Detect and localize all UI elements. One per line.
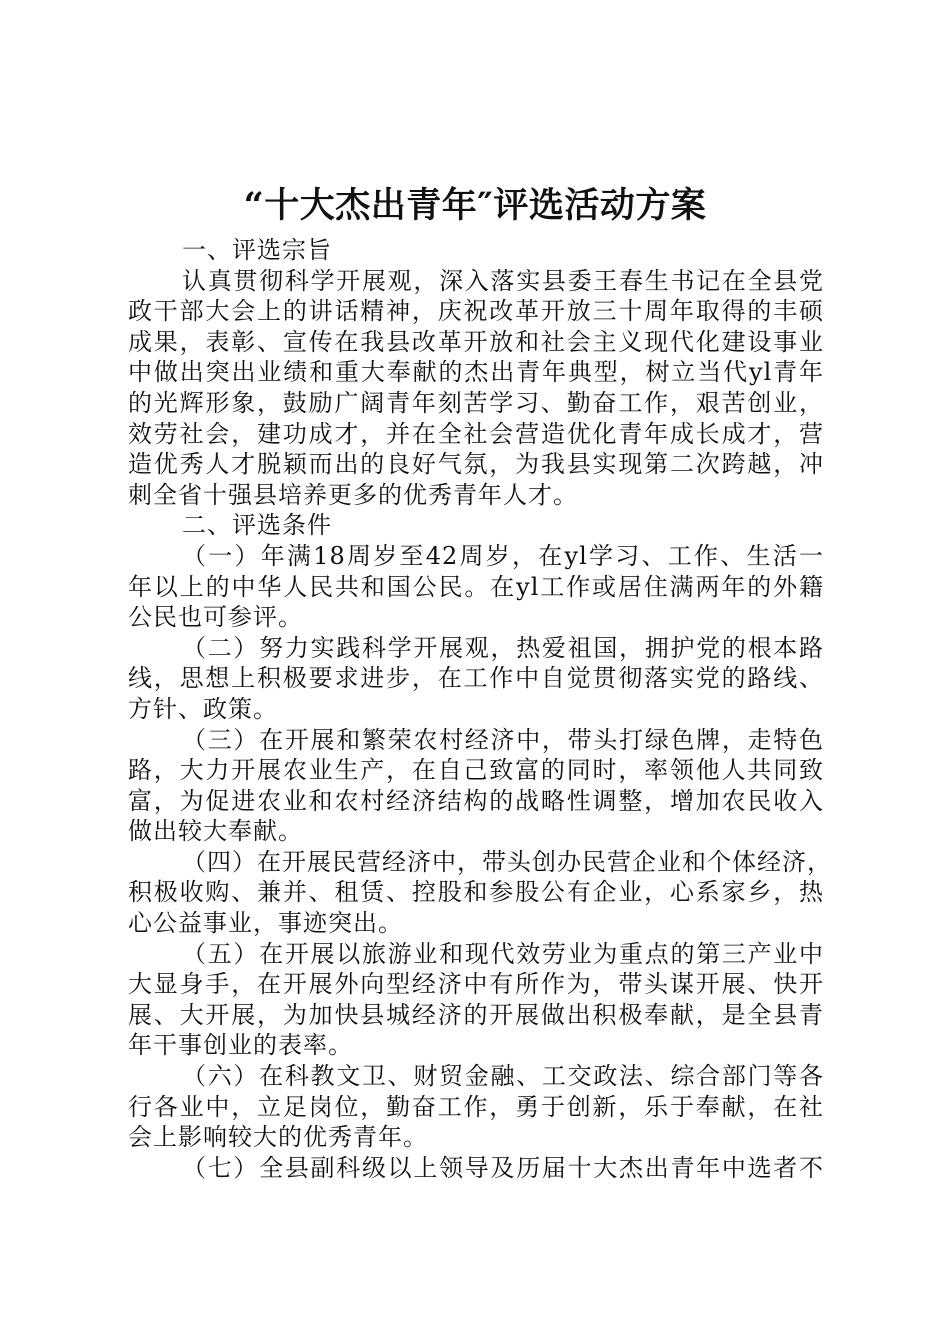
section-heading: 一、评选宗旨 (182, 236, 332, 264)
paragraph-line: 认真贯彻科学开展观，深入落实县委王春生书记在全县党 (182, 266, 824, 295)
paragraph-line: （四）在开展民营经济中，带头创办民营企业和个体经济， (182, 847, 832, 876)
paragraph-line: 造优秀人才脱颖而出的良好气氛，为我县实现第二次跨越，冲 (128, 450, 824, 479)
paragraph-line: 展、大开展，为加快县城经济的开展做出积极奉献，是全县青 (128, 1000, 824, 1029)
paragraph-line: 效劳社会，建功成才，并在全社会营造优化青年成长成才，营 (128, 419, 824, 448)
paragraph-line: 的光辉形象，鼓励广阔青年刻苦学习、勤奋工作，艰苦创业， (128, 388, 824, 417)
paragraph-line: 中做出突出业绩和重大奉献的杰出青年典型，树立当代yl青年 (128, 358, 824, 387)
paragraph-line: 刺全省十强县培养更多的优秀青年人才。 (128, 480, 578, 509)
paragraph-line: （一）年满18周岁至42周岁，在yl学习、工作、生活一 (182, 541, 824, 570)
paragraph-line: （七）全县副科级以上领导及历届十大杰出青年中选者不 (182, 1153, 824, 1182)
paragraph-line: 成果，表彰、宣传在我县改革开放和社会主义现代化建设事业 (128, 327, 824, 356)
paragraph-line: 路，大力开展农业生产，在自己致富的同时，率领他人共同致 (128, 756, 824, 785)
document-body (128, 235, 832, 1183)
paragraph-line: 会上影响较大的优秀青年。 (128, 1123, 428, 1152)
paragraph-line: 行各业中，立足岗位，勤奋工作，勇于创新，乐于奉献，在社 (128, 1092, 824, 1121)
paragraph-line: （二）努力实践科学开展观，热爱祖国，拥护党的根本路 (182, 633, 824, 662)
paragraph-line: 方针、政策。 (128, 694, 278, 723)
paragraph-line: 公民也可参评。 (128, 603, 303, 632)
document-title: “十大杰出青年″评选活动方案 (243, 185, 707, 226)
paragraph-line: 政干部大会上的讲话精神，庆祝改革开放三十周年取得的丰硕 (128, 297, 824, 326)
section-heading: 二、评选条件 (182, 511, 332, 540)
paragraph-line: 年干事创业的表率。 (128, 1031, 353, 1060)
paragraph-line: 线，思想上积极要求进步，在工作中自觉贯彻落实党的路线、 (128, 664, 824, 693)
paragraph-line: 做出较大奉献。 (128, 817, 303, 846)
paragraph-line: 积极收购、兼并、租赁、控股和参股公有企业，心系家乡，热 (128, 878, 824, 907)
paragraph-line: （五）在开展以旅游业和现代效劳业为重点的第三产业中 (182, 939, 824, 968)
paragraph-line: （三）在开展和繁荣农村经济中，带头打绿色牌，走特色 (182, 725, 824, 754)
paragraph-line: （六）在科教文卫、财贸金融、工交政法、综合部门等各 (182, 1062, 824, 1091)
paragraph-line: 心公益事业，事迹突出。 (128, 909, 403, 938)
paragraph-line: 富，为促进农业和农村经济结构的战略性调整，增加农民收入 (128, 786, 824, 815)
paragraph-line: 大显身手，在开展外向型经济中有所作为，带头谋开展、快开 (128, 970, 824, 999)
paragraph-line: 年以上的中华人民共和国公民。在yl工作或居住满两年的外籍 (128, 572, 824, 601)
